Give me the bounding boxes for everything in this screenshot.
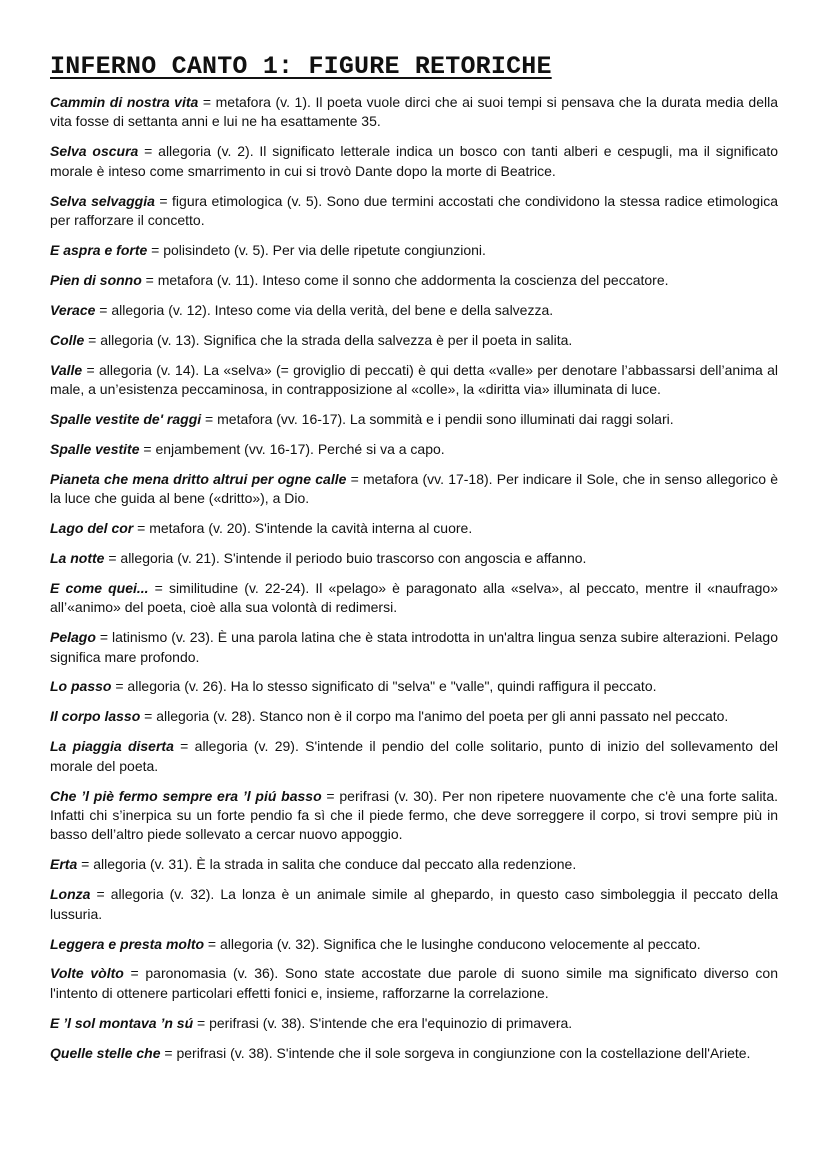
figure-term: Pien di sonno [50, 271, 142, 288]
figure-term: Lago del cor [50, 520, 134, 536]
figure-entry [50, 361, 778, 400]
figure-term: Spalle vestite [50, 440, 140, 457]
figure-entry [50, 885, 778, 924]
figure-term: Valle [50, 361, 83, 378]
figure-entry [50, 1044, 778, 1063]
figure-entry [50, 855, 778, 874]
figure-entry [50, 440, 778, 459]
figure-entry [50, 677, 778, 696]
figure-term: Verace [50, 301, 96, 318]
figure-term: Lo passo [50, 678, 112, 695]
figure-term: Pianeta che mena dritto altrui per ogne calle [50, 470, 347, 487]
figure-description: = allegoria (v. 32). La lonza è un animale simile al ghepardo, in questo caso simboleggia il peccato della lussuria. [50, 886, 778, 922]
figure-description: = polisindeto (v. 5). Per via delle ripetute congiunzioni. [147, 241, 486, 258]
figure-entry [50, 271, 778, 290]
figure-description: = perifrasi (v. 30). Per non ripetere nuovamente che c'è una forte salita. Infatti chi s’inerpica su un forte pendio fa sì che il piede fermo, che deve sorreggere il corpo, si trovi sempre più in basso dell’altro piede sollevato a cercar nuovo appoggio. [50, 787, 778, 843]
figure-description: = metafora (vv. 16-17). La sommità e i pendii sono illuminati dai raggi solari. [201, 410, 674, 427]
figure-term: Il corpo lasso [50, 708, 141, 725]
page-title: INFERNO CANTO 1: FIGURE RETORICHE [50, 52, 552, 81]
figure-term: Spalle vestite de' raggi [50, 410, 202, 427]
figure-entry [50, 964, 778, 1003]
figure-term: Pelago [50, 629, 96, 646]
figure-entry [50, 707, 778, 726]
figure-entry [50, 787, 778, 845]
figure-term: Volte vòlto [50, 965, 124, 982]
figure-term: Cammin di nostra vita [50, 94, 199, 110]
figure-term: Leggera e presta molto [50, 935, 205, 952]
figure-entry [50, 301, 778, 320]
figure-term: Che ’l piè fermo sempre era ’l piú basso [50, 787, 322, 804]
figure-term: E come quei... [50, 579, 149, 596]
figure-description: = perifrasi (v. 38). S'intende che era l'equinozio di primavera. [193, 1014, 573, 1031]
figure-description: = allegoria (v. 26). Ha lo stesso significato di "selva" e "valle", quindi raffigura il peccato. [111, 678, 657, 695]
figure-entry [50, 192, 778, 231]
figure-term: Selva oscura [50, 143, 139, 160]
figure-entry [50, 579, 778, 618]
figure-description: = perifrasi (v. 38). S'intende che il sole sorgeva in congiunzione con la costellazione dell'Ariete. [160, 1044, 751, 1061]
figure-entry [50, 935, 778, 954]
figure-description: = similitudine (v. 22-24). Il «pelago» è paragonato alla «selva», al peccato, mentre il «naufrago» all’«animo» del poeta, cioè alla sua volontà di redimersi. [50, 579, 778, 616]
figure-entry [50, 519, 778, 538]
figure-description: = allegoria (v. 2). Il significato letterale indica un bosco con tanti alberi e cespugli, ma il significato morale è inteso come smarrimento in cui si trovò Dante dopo la morte di Beatrice. [50, 143, 778, 179]
figure-entry [50, 410, 778, 429]
figure-description: = allegoria (v. 29). S'intende il pendio del colle solitario, punto di inizio del sollevamento del morale del poeta. [50, 738, 778, 774]
figure-entry [50, 470, 778, 509]
figure-description: = enjambement (vv. 16-17). Perché si va a capo. [139, 440, 445, 457]
figure-term: E ’l sol montava ’n sú [50, 1014, 194, 1031]
figure-term: Lonza [50, 886, 91, 903]
figure-term: Selva selvaggia [50, 192, 155, 209]
figure-description: = latinismo (v. 23). È una parola latina che è stata introdotta in un'altra lingua senza subire alterazioni. Pelago significa mare profondo. [50, 629, 778, 665]
figure-entry [50, 1014, 778, 1033]
figure-description: = allegoria (v. 31). È la strada in salita che conduce dal peccato alla redenzione. [77, 856, 577, 873]
figure-description: = paronomasia (v. 36). Sono state accostate due parole di suono simile ma significato diverso con l'intento di ottenere particolari effetti fonici e, insieme, rafforzarne la correlazione. [50, 965, 778, 1001]
figure-description: = metafora (v. 1). Il poeta vuole dirci che ai suoi tempi si pensava che la durata media della vita fosse di settanta anni e lui ne ha esattamente 35. [50, 94, 778, 130]
figure-term: La notte [50, 549, 105, 566]
figure-entry [50, 93, 778, 132]
figure-description: = metafora (v. 11). Inteso come il sonno che addormenta la coscienza del peccatore. [141, 271, 669, 288]
figure-entry [50, 241, 778, 260]
figure-description: = metafora (v. 20). S'intende la cavità interna al cuore. [133, 520, 473, 536]
document-page [50, 51, 778, 1074]
figure-list [50, 93, 778, 1063]
figure-entry [50, 628, 778, 667]
figure-description: = figura etimologica (v. 5). Sono due termini accostati che condividono la stessa radice etimologica per rafforzare il concetto. [50, 192, 778, 229]
figure-term: Erta [50, 856, 78, 873]
figure-description: = allegoria (v. 28). Stanco non è il corpo ma l'animo del poeta per gli anni passato nel peccato. [140, 708, 729, 725]
figure-description: = allegoria (v. 14). La «selva» (= groviglio di peccati) è qui detta «valle» per denotare l’abbassarsi dell’anima al male, a un’esistenza peccaminosa, in contrapposizione al «colle», la «diritta via» illuminata di luce. [50, 361, 778, 397]
figure-entry [50, 549, 778, 568]
figure-term: E aspra e forte [50, 241, 148, 258]
figure-term: La piaggia diserta [50, 738, 174, 755]
figure-description: = allegoria (v. 21). S'intende il periodo buio trascorso con angoscia e affanno. [104, 549, 587, 566]
figure-entry [50, 737, 778, 776]
figure-description: = allegoria (v. 32). Significa che le lusinghe conducono velocemente al peccato. [204, 935, 701, 952]
figure-description: = metafora (vv. 17-18). Per indicare il Sole, che in senso allegorico è la luce che guida al bene («dritto»), a Dio. [50, 470, 778, 507]
figure-term: Colle [50, 331, 85, 348]
figure-description: = allegoria (v. 13). Significa che la strada della salvezza è per il poeta in salita. [84, 331, 573, 348]
figure-description: = allegoria (v. 12). Inteso come via della verità, del bene e della salvezza. [95, 301, 554, 318]
figure-entry [50, 142, 778, 181]
figure-entry [50, 331, 778, 350]
figure-term: Quelle stelle che [50, 1044, 161, 1061]
